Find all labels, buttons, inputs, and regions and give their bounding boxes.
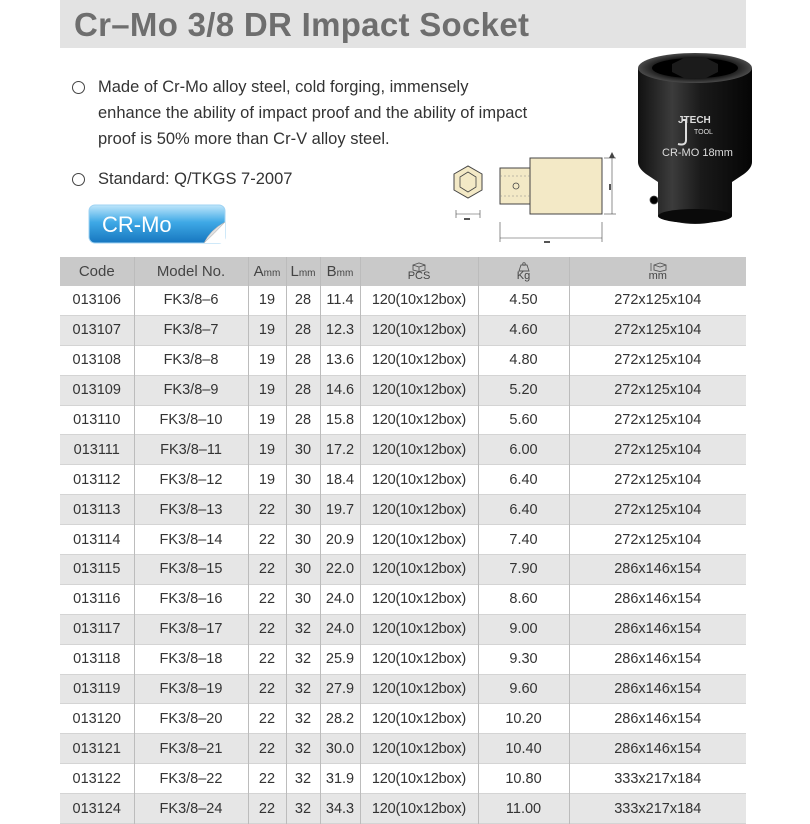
cell-kg: 5.60 (478, 405, 569, 435)
cell-model-no: FK3/8–15 (134, 555, 248, 585)
col-a-label: A (253, 263, 264, 280)
cell-carton-size: 272x125x104 (614, 352, 702, 369)
cell-b-mm: 31.9 (320, 764, 360, 794)
cell-carton-size: 286x146x154 (614, 591, 702, 608)
cell-code: 013119 (60, 674, 134, 704)
cell-model-no: FK3/8–8 (134, 345, 248, 375)
col-kg (478, 257, 569, 286)
col-a-unit: mm (263, 268, 281, 279)
cell-carton-size: 286x146x154 (614, 651, 702, 668)
cell-b-mm: 13.6 (320, 345, 360, 375)
col-pcs-label: PCS (407, 269, 431, 282)
table-row (60, 405, 746, 435)
cell-a-mm: 22 (248, 734, 286, 764)
cell-code: 013124 (60, 794, 134, 824)
cell-pcs: 120(10x12box) (360, 794, 478, 824)
cell-l-mm: 32 (286, 704, 320, 734)
cell-b-mm: 30.0 (320, 734, 360, 764)
cell-model-no: FK3/8–9 (134, 375, 248, 405)
cell-model-no: FK3/8–6 (134, 286, 248, 315)
cell-model-no: FK3/8–19 (134, 674, 248, 704)
cell-a-mm: 19 (248, 286, 286, 315)
cell-a-mm: 22 (248, 555, 286, 585)
badge-label: CR-Mo (102, 212, 172, 237)
cell-pcs: 120(10x12box) (360, 435, 478, 465)
cell-a-mm: 22 (248, 525, 286, 555)
cell-kg: 5.20 (478, 375, 569, 405)
spec-table (60, 257, 746, 824)
cell-b-mm: 34.3 (320, 794, 360, 824)
cell-kg: 6.40 (478, 465, 569, 495)
cell-l-mm: 30 (286, 555, 320, 585)
cell-pcs: 120(10x12box) (360, 674, 478, 704)
cell-l-mm: 28 (286, 405, 320, 435)
cell-kg: 9.60 (478, 674, 569, 704)
cell-b-mm: 22.0 (320, 555, 360, 585)
table-row (60, 525, 746, 555)
cell-l-mm: 30 (286, 465, 320, 495)
cell-a-mm: 22 (248, 614, 286, 644)
cell-pcs: 120(10x12box) (360, 495, 478, 525)
cell-carton-size: 272x125x104 (569, 435, 746, 465)
cell-l-mm: 30 (286, 525, 320, 555)
feature-bullet-material (72, 74, 532, 152)
table-row (60, 584, 746, 614)
cell-pcs: 120(10x12box) (360, 704, 478, 734)
bullet-circle-icon (72, 81, 85, 94)
cell-pcs: 120(10x12box) (360, 375, 478, 405)
table-row (60, 315, 746, 345)
cell-carton-size: 272x125x104 (614, 471, 702, 488)
table-row (60, 495, 746, 525)
table-row (60, 734, 746, 764)
product-marking: CR-MO 18mm (662, 147, 733, 159)
cell-l-mm: 32 (286, 674, 320, 704)
cell-b-mm: 14.6 (320, 375, 360, 405)
table-row (60, 555, 746, 585)
cell-model-no: FK3/8–14 (134, 525, 248, 555)
cell-b-mm: 24.0 (320, 614, 360, 644)
cell-code: 013114 (60, 525, 134, 555)
bullet-text: Standard: Q/TKGS 7-2007 (98, 170, 293, 188)
cell-carton-size: 286x146x154 (569, 555, 746, 585)
product-brand-sub: TOOL (694, 129, 713, 136)
cell-pcs: 120(10x12box) (360, 286, 478, 315)
cell-pcs: 120(10x12box) (360, 614, 478, 644)
cell-b-mm: 11.4 (320, 286, 360, 315)
cell-b-mm: 19.7 (320, 495, 360, 525)
table-row (60, 345, 746, 375)
cell-a-mm: 22 (248, 794, 286, 824)
cr-mo-badge (88, 204, 226, 244)
cell-kg: 9.30 (478, 644, 569, 674)
cell-model-no: FK3/8–12 (134, 465, 248, 495)
cell-a-mm: 19 (248, 315, 286, 345)
cell-kg: 7.40 (478, 525, 569, 555)
col-b (320, 257, 360, 286)
cell-code: 013122 (60, 764, 134, 794)
cell-carton-size: 272x125x104 (569, 315, 746, 345)
cell-l-mm: 30 (286, 435, 320, 465)
cell-model-no: FK3/8–11 (134, 435, 248, 465)
col-l-unit: mm (298, 268, 316, 279)
cell-l-mm: 28 (286, 286, 320, 315)
cell-code: 013118 (60, 644, 134, 674)
cell-carton-size: 286x146x154 (569, 614, 746, 644)
cell-code: 013113 (60, 495, 134, 525)
cell-kg: 6.00 (478, 435, 569, 465)
cell-kg: 4.80 (478, 345, 569, 375)
cell-b-mm: 12.3 (320, 315, 360, 345)
bullet-text: Made of Cr-Mo alloy steel, cold forging, immensely enhance the ability of impact proof and the ability of impact proof is 50% more than Cr-V alloy steel. (98, 78, 528, 148)
bullet-circle-icon (72, 173, 85, 186)
table-row (60, 644, 746, 674)
cell-carton-size: 272x125x104 (614, 531, 702, 548)
cell-carton-size: 272x125x104 (569, 375, 746, 405)
cell-a-mm: 22 (248, 704, 286, 734)
col-kg-label: Kg (516, 269, 531, 282)
cell-model-no: FK3/8–20 (134, 704, 248, 734)
cell-a-mm: 19 (248, 375, 286, 405)
cell-kg: 8.60 (478, 584, 569, 614)
cell-model-no: FK3/8–22 (134, 764, 248, 794)
cell-model-no: FK3/8–21 (134, 734, 248, 764)
cell-b-mm: 25.9 (320, 644, 360, 674)
cell-code: 013121 (60, 734, 134, 764)
cell-pcs: 120(10x12box) (360, 584, 478, 614)
cell-b-mm: 18.4 (320, 465, 360, 495)
table-row (60, 614, 746, 644)
cell-l-mm: 28 (286, 345, 320, 375)
cell-kg: 10.20 (478, 704, 569, 734)
table-row (60, 286, 746, 315)
cell-a-mm: 19 (248, 405, 286, 435)
cell-l-mm: 32 (286, 734, 320, 764)
feature-bullet-standard (72, 166, 372, 192)
cell-l-mm: 32 (286, 764, 320, 794)
cell-pcs: 120(10x12box) (360, 555, 478, 585)
cell-carton-size: 333x217x184 (569, 794, 746, 824)
cell-kg: 4.60 (478, 315, 569, 345)
col-size-label: mm (648, 269, 667, 282)
table-row (60, 435, 746, 465)
cell-l-mm: 32 (286, 614, 320, 644)
table-body (60, 286, 746, 824)
cell-model-no: FK3/8–18 (134, 644, 248, 674)
cell-a-mm: 22 (248, 584, 286, 614)
impact-socket-photo (632, 50, 758, 226)
page-title: Cr–Mo 3/8 DR Impact Socket (74, 6, 530, 43)
cell-a-mm: 22 (248, 495, 286, 525)
cell-l-mm: 30 (286, 584, 320, 614)
col-l (286, 257, 320, 286)
cell-model-no: FK3/8–7 (134, 315, 248, 345)
cell-pcs: 120(10x12box) (360, 405, 478, 435)
cell-carton-size: 333x217x184 (614, 770, 702, 787)
cell-kg: 11.00 (478, 794, 569, 824)
cell-carton-size: 272x125x104 (569, 495, 746, 525)
cell-b-mm: 17.2 (320, 435, 360, 465)
table-row (60, 375, 746, 405)
cell-a-mm: 19 (248, 435, 286, 465)
cell-model-no: FK3/8–10 (134, 405, 248, 435)
cell-code: 013106 (60, 286, 134, 315)
cell-pcs: 120(10x12box) (360, 465, 478, 495)
cell-carton-size: 272x125x104 (614, 412, 702, 428)
col-a (248, 257, 286, 286)
cell-carton-size: 272x125x104 (614, 292, 702, 309)
cell-b-mm: 27.9 (320, 674, 360, 704)
table-row (60, 465, 746, 495)
cell-code: 013116 (60, 584, 134, 614)
cell-kg: 10.80 (478, 764, 569, 794)
cell-l-mm: 28 (286, 315, 320, 345)
table-header-row (60, 257, 746, 286)
cell-pcs: 120(10x12box) (360, 345, 478, 375)
cell-code: 013111 (60, 435, 134, 465)
cell-model-no: FK3/8–24 (134, 794, 248, 824)
cell-carton-size: 286x146x154 (614, 710, 702, 727)
col-b-label: B (326, 263, 337, 280)
cell-kg: 6.40 (478, 495, 569, 525)
cell-pcs: 120(10x12box) (360, 734, 478, 764)
cell-b-mm: 24.0 (320, 584, 360, 614)
cell-b-mm: 20.9 (320, 525, 360, 555)
cell-kg: 7.90 (478, 555, 569, 585)
cell-code: 013115 (60, 555, 134, 585)
cell-b-mm: 28.2 (320, 704, 360, 734)
cell-carton-size: 286x146x154 (569, 734, 746, 764)
cell-kg: 4.50 (478, 286, 569, 315)
cell-kg: 10.40 (478, 734, 569, 764)
cell-kg: 9.00 (478, 614, 569, 644)
cell-a-mm: 22 (248, 764, 286, 794)
cell-pcs: 120(10x12box) (360, 315, 478, 345)
socket-dimension-diagram (440, 148, 620, 248)
title-bar (60, 0, 746, 48)
col-b-unit: mm (336, 268, 354, 279)
cell-l-mm: 32 (286, 794, 320, 824)
cell-code: 013107 (60, 315, 134, 345)
cell-code: 013120 (60, 704, 134, 734)
cell-a-mm: 19 (248, 465, 286, 495)
table-row (60, 794, 746, 824)
col-size (569, 257, 746, 286)
cell-b-mm: 15.8 (320, 405, 360, 435)
table-row (60, 704, 746, 734)
cell-code: 013117 (60, 614, 134, 644)
cell-l-mm: 28 (286, 375, 320, 405)
table-row (60, 764, 746, 794)
cell-model-no: FK3/8–17 (134, 614, 248, 644)
col-code: Code (60, 257, 134, 286)
col-model: Model No. (134, 257, 248, 286)
cell-l-mm: 32 (286, 644, 320, 674)
cell-pcs: 120(10x12box) (360, 764, 478, 794)
cell-code: 013109 (60, 375, 134, 405)
col-pcs (360, 257, 478, 286)
cell-model-no: FK3/8–13 (134, 495, 248, 525)
cell-a-mm: 22 (248, 674, 286, 704)
cell-model-no: FK3/8–16 (134, 584, 248, 614)
cell-code: 013108 (60, 345, 134, 375)
col-l-label: L (290, 263, 299, 280)
cell-a-mm: 19 (248, 345, 286, 375)
cell-pcs: 120(10x12box) (360, 644, 478, 674)
cell-l-mm: 30 (286, 495, 320, 525)
cell-carton-size: 286x146x154 (569, 674, 746, 704)
cell-a-mm: 22 (248, 644, 286, 674)
cell-code: 013110 (60, 405, 134, 435)
table-row (60, 674, 746, 704)
cell-code: 013112 (60, 465, 134, 495)
product-brand: JTECH (678, 115, 711, 126)
cell-pcs: 120(10x12box) (360, 525, 478, 555)
